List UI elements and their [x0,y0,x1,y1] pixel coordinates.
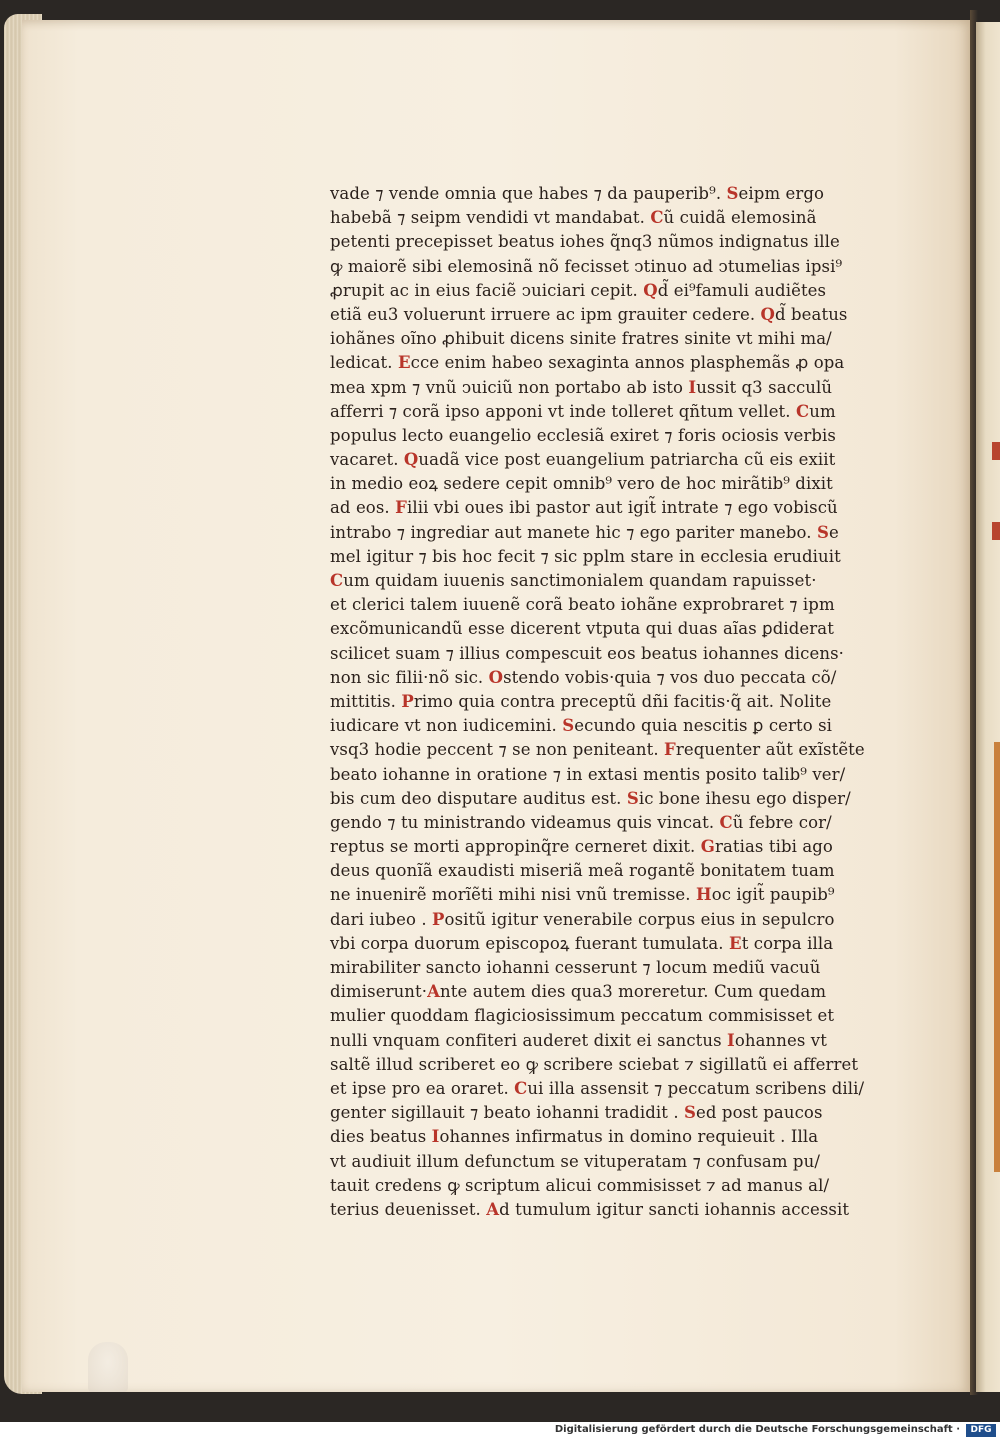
rubricated-initial: C [330,571,344,590]
rubricated-initial: A [427,982,441,1002]
text-segment: dimiserunt· [330,982,428,1002]
text-segment: dies beatus [330,1127,432,1147]
text-segment: rimo quia contra preceptũ dñi facitis·q̃ ait. Nolite [413,691,832,711]
text-segment: ꝙ maiorẽ sibi elemosinã nõ fecisset ↄtinuo ad ↄtumelias ipsi⁹ [330,256,843,276]
facing-illumination [994,742,1000,1172]
text-segment: ledicat. [330,353,398,373]
text-line [330,424,870,448]
rubricated-initial: G [700,837,715,857]
text-line [330,883,870,907]
rubricated-initial: P [432,909,445,929]
text-segment: reptus se morti appropinq̃re cerneret dixit. [330,837,701,857]
text-segment: populus lecto euangelio ecclesiã exiret ⁊ foris ociosis verbis [330,425,836,445]
rubricated-initial: A [486,1199,500,1219]
text-line [330,690,870,714]
text-segment: ne inuenirẽ morĩẽti mihi nisi vnũ tremisse. [330,885,696,905]
text-segment: vsq3 hodie peccent ⁊ se non peniteant. [330,740,665,760]
text-segment: oc igit̃ paupib⁹ [711,885,835,905]
text-line [330,279,870,303]
text-segment: mulier quoddam flagiciosissimum peccatum commisisset et [330,1006,835,1026]
text-line [330,1053,870,1077]
text-line [330,980,870,1004]
text-segment: vacaret. [330,450,404,470]
text-segment: gendo ⁊ tu ministrando videamus quis vincat. [330,812,720,832]
text-line [330,763,870,787]
text-segment: vbi corpa duorum episcopoꝝ fuerant tumulata. [330,933,729,953]
text-line [330,811,870,835]
text-segment: ecundo quia nescitis ꝑ certo si [574,716,833,736]
text-segment: genter sigillauit ⁊ beato iohanni tradidit . [330,1103,685,1123]
rubricated-initial: I [727,1030,735,1050]
text-line [330,569,870,593]
text-segment: cce enim habeo sexaginta annos plasphemãs ꝓ opa [410,353,845,373]
text-segment: etiã eu3 voluerunt irruere ac ipm grauiter cedere. [330,304,761,324]
text-segment: terius deuenisset. [330,1199,487,1219]
text-segment: tauit credens ꝙ scriptum alicui commisisset ⁊ ad manus al/ [330,1175,830,1195]
text-segment: ic bone ihesu ego disper/ [638,788,851,808]
text-segment: dari iubeo . [330,909,433,929]
text-segment: et ipse pro ea oraret. [330,1078,515,1098]
rubricated-initial: S [562,716,575,736]
text-line [330,956,870,980]
text-segment: ui illa assensit ⁊ peccatum scribens dili/ [527,1078,865,1098]
text-line [330,835,870,859]
text-line [330,351,870,375]
rubricated-initial: S [684,1103,697,1123]
rubricated-initial: E [397,353,411,373]
text-segment: non sic filii·nõ sic. [330,667,489,687]
text-line [330,617,870,641]
text-segment: ilii vbi oues ibi pastor aut igit̃ intrate ⁊ ego vobiscũ [406,498,838,518]
rubricated-initial: I [688,377,697,397]
text-line [330,1077,870,1101]
text-segment: ositũ igitur venerabile corpus eius in sepulcro [444,909,835,929]
rubricated-initial: Q [643,280,658,300]
thumb-shadow [88,1342,128,1392]
text-segment: ohannes infirmatus in domino requieuit . Illa [439,1127,819,1147]
rubricated-initial: S [626,788,639,808]
text-segment: saltẽ illud scriberet eo ꝙ scribere sciebat ⁊ sigillatũ ei afferret [330,1054,859,1074]
text-segment: nulli vnquam confiteri auderet dixit ei sanctus [330,1030,728,1050]
rubricated-initial: H [695,885,712,905]
text-line [330,1125,870,1149]
text-segment: d̃ ei⁹famuli audiẽtes [657,280,827,300]
text-line [330,908,870,932]
text-segment: habebã ⁊ seipm vendidi vt mandabat. [330,208,651,228]
text-line [330,376,870,400]
text-line [330,327,870,351]
text-line [330,303,870,327]
text-segment: bis cum deo disputare auditus est. [330,788,627,808]
text-line [330,472,870,496]
rubricated-initial: C [719,812,733,832]
text-line [330,182,870,206]
text-segment: mel igitur ⁊ bis hoc fecit ⁊ sic pplm stare in ecclesia erudiuit [330,546,841,566]
text-line [330,1004,870,1028]
text-segment: e [828,522,839,542]
text-line [330,1101,870,1125]
text-segment: beato iohanne in oratione ⁊ in extasi mentis posito talib⁹ ver/ [330,764,846,784]
text-line [330,642,870,666]
text-segment: ũ febre cor/ [732,812,832,832]
text-segment: mittitis. [330,691,402,711]
text-segment: ũ cuidã elemosinã [663,208,817,228]
text-segment: uadã vice post euangelium patriarcha cũ eis exiit [418,450,836,470]
text-segment: excõmunicandũ esse dicerent vtputa qui duas aĩas ꝑdiderat [330,619,834,639]
text-segment: et clerici talem iuuenẽ corã beato iohãne exprobraret ⁊ ipm [330,595,835,615]
text-segment: iohãnes oĩno ꝓhibuit dicens sinite fratres sinite vt mihi ma/ [330,329,832,349]
rubricated-initial: C [650,208,664,228]
text-segment: petenti precepisset beatus iohes q̃nq3 nũmos indignatus ille [330,232,840,252]
text-segment: ratias tibi ago [714,837,833,857]
text-line [330,400,870,424]
text-segment: ꝓrupit ac in eius faciẽ ↄuiciari cepit. [330,280,644,300]
text-segment: stendo vobis·quia ⁊ vos duo peccata cõ/ [503,667,837,687]
rubricated-initial: F [395,498,407,518]
rubricated-initial: Q [760,304,775,324]
rubricated-initial: I [431,1127,440,1147]
text-line [330,1174,870,1198]
incunable-text-block [330,182,870,1222]
facing-page-edge [976,22,1000,1392]
rubricated-initial: C [514,1078,528,1098]
text-segment: um quidam iuuenis sanctimonialem quandam rapuisset· [343,571,817,590]
text-segment: ohannes vt [734,1030,827,1050]
text-segment: iudicare vt non iudicemini. [330,716,563,736]
text-line [330,1150,870,1174]
rubricated-initial: C [795,401,810,421]
text-line [330,496,870,520]
text-line [330,787,870,811]
text-segment: t corpa illa [741,933,834,953]
rubricated-initial: P [401,691,414,711]
text-segment: mirabiliter sancto iohanni cesserunt ⁊ locum mediũ vacuũ [330,958,821,977]
text-line [330,593,870,617]
text-line [330,206,870,230]
text-segment: ad eos. [330,498,396,518]
text-line [330,230,870,254]
text-segment: ed post paucos [696,1103,823,1123]
facing-rubric-mark [992,522,1000,540]
text-line [330,1198,870,1222]
text-line [330,714,870,738]
text-segment: vt audiuit illum defunctum se vituperatam ⁊ confusam pu/ [330,1151,820,1171]
text-segment: d̃ beatus [775,304,848,324]
text-segment: eipm ergo [738,184,825,203]
text-line [330,666,870,690]
text-segment: ussit q3 sacculũ [696,377,833,397]
rubricated-initial: E [729,933,742,953]
rubricated-initial: S [726,184,739,203]
text-line [330,521,870,545]
text-line [330,1029,870,1053]
text-segment: deus quonĩã exaudisti miseriã meã rogantẽ bonitatem tuam [330,861,835,881]
text-line [330,932,870,956]
text-segment: mea xpm ⁊ vnũ ↄuiciũ non portabo ab isto [330,377,689,397]
text-segment: in medio eoꝝ sedere cepit omnib⁹ vero de hoc mirãtib⁹ dixit [330,474,833,494]
facing-rubric-mark [992,442,1000,460]
text-segment: scilicet suam ⁊ illius compescuit eos beatus iohannes dicens· [330,643,845,663]
dfg-logo: DFG [966,1424,996,1437]
rubricated-initial: O [488,667,504,687]
text-line [330,545,870,569]
text-segment: nte autem dies qua3 moreretur. Cum quedam [440,982,827,1002]
text-segment: requenter aũt exĩstẽte [675,740,865,760]
text-segment: intrabo ⁊ ingrediar aut manete hic ⁊ ego pariter manebo. [330,522,817,542]
text-segment: d tumulum igitur sancti iohannis accessit [499,1199,850,1219]
text-line [330,859,870,883]
text-segment: vade ⁊ vende omnia que habes ⁊ da pauperib⁹. [330,184,727,203]
text-segment: um [809,401,836,421]
text-line [330,255,870,279]
rubricated-initial: F [664,740,676,760]
digitization-credit: Digitalisierung gefördert durch die Deutsche Forschungsgemeinschaft · [554,1424,960,1435]
text-line [330,448,870,472]
rubricated-initial: Q [403,450,419,470]
text-segment: afferri ⁊ corã ipso apponi vt inde tolleret qñtum vellet. [330,401,796,421]
text-line [330,738,870,762]
rubricated-initial: S [816,522,829,542]
